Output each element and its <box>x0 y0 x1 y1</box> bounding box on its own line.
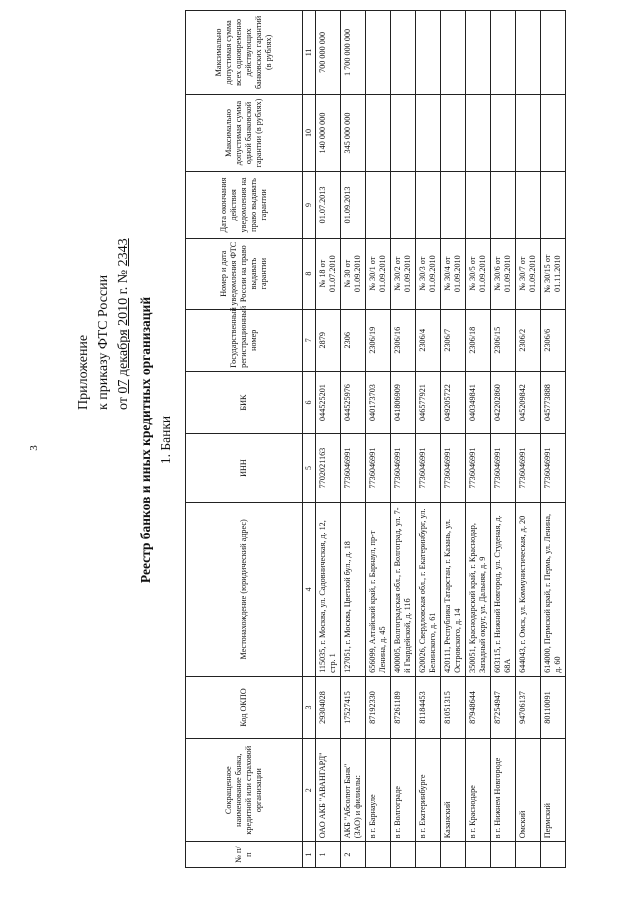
column-number: 3 <box>303 676 316 738</box>
table-cell: 2306/16 <box>391 309 416 371</box>
table-cell: 656099, Алтайский край, г. Барнаул, пр-т Ленина, д. 45 <box>366 502 391 676</box>
table-cell: 041806909 <box>391 371 416 433</box>
table-cell: 400005, Волгоградская обл., г. Волгоград, ул. 7-й Гвардейской, д. 11б <box>391 502 416 676</box>
table-cell <box>466 94 491 171</box>
table-cell: 7736046991 <box>341 434 366 503</box>
table-cell: в г. Волгограде <box>391 739 416 842</box>
column-number-row <box>303 11 316 868</box>
table-cell: 040173703 <box>366 371 391 433</box>
table-cell: 94706137 <box>516 676 541 738</box>
table-cell: 045773888 <box>541 371 566 433</box>
header-row <box>186 11 303 868</box>
table-cell <box>541 842 566 868</box>
appendix-day: 07 <box>116 379 131 394</box>
document-title: Реестр банков и иных кредитных организаций <box>138 296 153 584</box>
table-cell: 01.09.2013 <box>341 172 366 239</box>
table-cell: 81184453 <box>416 676 441 738</box>
banks-registry-table <box>185 10 566 868</box>
header-cell: Государственный регистрационный номер <box>186 309 303 371</box>
table-cell <box>491 172 516 239</box>
table-cell: 7736046991 <box>466 434 491 503</box>
table-cell <box>441 11 466 95</box>
column-number: 7 <box>303 309 316 371</box>
table-cell <box>491 94 516 171</box>
column-number: 10 <box>303 94 316 171</box>
table-cell: 2306/4 <box>416 309 441 371</box>
appendix-year: 2010 <box>116 297 131 326</box>
header-cell: № п/п <box>186 842 303 868</box>
table-cell: 80110091 <box>541 676 566 738</box>
table-cell <box>491 842 516 868</box>
table-cell <box>441 842 466 868</box>
table-cell: 1 <box>316 842 341 868</box>
table-cell: АКБ "Абсолют Банк" (ЗАО) и филиалы: <box>341 739 366 842</box>
table-cell <box>366 172 391 239</box>
table-cell: 042202860 <box>491 371 516 433</box>
table-cell: 620026, Свердловская обл., г. Екатеринбург, ул. Белинского, д. 61 <box>416 502 441 676</box>
table-cell: 420111, Республика Татарстан, г. Казань, ул. Островского, д. 14 <box>441 502 466 676</box>
table-cell: 87254947 <box>491 676 516 738</box>
column-number: 2 <box>303 739 316 842</box>
table-row <box>466 11 491 868</box>
table-cell: 7736046991 <box>391 434 416 503</box>
header-cell: Сокращенное наименование банка, кредитной или страховой организации <box>186 739 303 842</box>
table-cell: 2 <box>341 842 366 868</box>
appendix-line-3 <box>114 90 134 410</box>
column-number: 5 <box>303 434 316 503</box>
table-cell: № 30 от 01.09.2010 <box>341 238 366 309</box>
table-cell: 2306/15 <box>491 309 516 371</box>
table-cell <box>416 11 441 95</box>
table-cell <box>466 172 491 239</box>
table-cell: № 30/3 от 01.09.2010 <box>416 238 441 309</box>
table-cell <box>541 172 566 239</box>
table-cell: в г. Барнауле <box>366 739 391 842</box>
header-cell: Дата окончания действия уведомления на право выдавать гарантии <box>186 172 303 239</box>
table-cell: 7736046991 <box>541 434 566 503</box>
table-cell <box>416 842 441 868</box>
appendix-number-label: г. № <box>116 269 131 295</box>
table-cell <box>416 172 441 239</box>
table-cell: № 30/1 от 01.09.2010 <box>366 238 391 309</box>
table-cell <box>516 172 541 239</box>
table-cell <box>441 94 466 171</box>
section-subtitle: 1. Банки <box>158 415 173 465</box>
table-cell: № 30/2 от 01.09.2010 <box>391 238 416 309</box>
table-cell: 127051, г. Москва, Цветной бул., д. 18 <box>341 502 366 676</box>
table-cell <box>391 172 416 239</box>
table-cell: 2306/6 <box>541 309 566 371</box>
table-cell <box>491 11 516 95</box>
table-cell: в г. Нижнем Новгороде <box>491 739 516 842</box>
table-row <box>391 11 416 868</box>
table-cell: 7736046991 <box>441 434 466 503</box>
header-cell: Код ОКПО <box>186 676 303 738</box>
column-number: 1 <box>303 842 316 868</box>
table-cell: 7736046991 <box>366 434 391 503</box>
table-cell: 046577921 <box>416 371 441 433</box>
table-row <box>366 11 391 868</box>
page-number: 3 <box>28 445 40 451</box>
table-row <box>491 11 516 868</box>
appendix-from: от <box>116 397 131 410</box>
table-cell: Пермский <box>541 739 566 842</box>
table-cell: 2306/2 <box>516 309 541 371</box>
table-body <box>316 11 566 868</box>
table-cell: 044525201 <box>316 371 341 433</box>
table-cell: 644043, г. Омск, ул. Коммунистическая, д. 20 <box>516 502 541 676</box>
table-cell: 140 000 000 <box>316 94 341 171</box>
table-cell: № 30/5 от 01.09.2010 <box>466 238 491 309</box>
appendix-line-1: Приложение <box>76 334 91 410</box>
column-number: 6 <box>303 371 316 433</box>
table-cell: 87192330 <box>366 676 391 738</box>
table-cell: № 30/4 от 01.09.2010 <box>441 238 466 309</box>
table-cell <box>466 11 491 95</box>
table-row <box>341 11 366 868</box>
table-cell: 2306/19 <box>366 309 391 371</box>
table-cell: 345 000 000 <box>341 94 366 171</box>
header-cell: Номер и дата уведомления ФТС России на право выдавать гарантии <box>186 238 303 309</box>
table-cell: Казанский <box>441 739 466 842</box>
table-cell: 044525976 <box>341 371 366 433</box>
table-cell <box>541 94 566 171</box>
table-cell: в г. Екатеринбурге <box>416 739 441 842</box>
table-cell: 2879 <box>316 309 341 371</box>
table-row <box>416 11 441 868</box>
table-cell: 115035, г. Москва, ул. Садовническая, д. 12, стр. 1 <box>316 502 341 676</box>
table-cell <box>516 11 541 95</box>
table-cell: 040349841 <box>466 371 491 433</box>
column-number: 8 <box>303 238 316 309</box>
table-cell: ОАО АКБ "АВАНГАРД" <box>316 739 341 842</box>
table-cell: 350051, Краснодарский край, г. Краснодар, Западный округ, ул. Дальняя, д. 9 <box>466 502 491 676</box>
table-row <box>516 11 541 868</box>
table-cell: 049205722 <box>441 371 466 433</box>
header-cell: Максимально допустимая сумма всех одновременно действующих банковских гарантий (в рублях) <box>186 11 303 95</box>
table-cell: 7736046991 <box>416 434 441 503</box>
table-cell: 2306/18 <box>466 309 491 371</box>
table-cell <box>366 94 391 171</box>
header-cell: Местонахождение (юридический адрес) <box>186 502 303 676</box>
table-cell <box>366 842 391 868</box>
appendix-block <box>74 90 134 410</box>
appendix-order-number: 2343 <box>116 238 131 267</box>
table-cell: № 30/15 от 01.11.2010 <box>541 238 566 309</box>
table-cell: 614000, Пермский край, г. Пермь, ул. Ленина, д. 60 <box>541 502 566 676</box>
table-cell: 87948644 <box>466 676 491 738</box>
table-cell <box>366 11 391 95</box>
table-cell <box>516 94 541 171</box>
table-row <box>441 11 466 868</box>
header-cell: Максимально допустимая сумма одной банковской гарантии (в рублях) <box>186 94 303 171</box>
column-number: 11 <box>303 11 316 95</box>
table-cell: № 30/7 от 01.09.2010 <box>516 238 541 309</box>
table-cell: в г. Краснодаре <box>466 739 491 842</box>
table-cell: 01.07.2013 <box>316 172 341 239</box>
table-cell: 87261189 <box>391 676 416 738</box>
table-cell: 7702021163 <box>316 434 341 503</box>
table-cell: 045209842 <box>516 371 541 433</box>
table-cell <box>516 842 541 868</box>
table-cell: 1 700 000 000 <box>341 11 366 95</box>
table-cell <box>416 94 441 171</box>
header-cell: ИНН <box>186 434 303 503</box>
table-cell: 7736046991 <box>491 434 516 503</box>
table-row <box>541 11 566 868</box>
table-cell <box>391 842 416 868</box>
column-number: 9 <box>303 172 316 239</box>
table-cell: № 18 от 01.07.2010 <box>316 238 341 309</box>
table-cell: 17527415 <box>341 676 366 738</box>
table-cell: № 30/6 от 01.09.2010 <box>491 238 516 309</box>
table-cell: 81051315 <box>441 676 466 738</box>
header-cell: БИК <box>186 371 303 433</box>
table-row <box>316 11 341 868</box>
column-number: 4 <box>303 502 316 676</box>
table-cell: 7736046991 <box>516 434 541 503</box>
table-cell: 700 000 000 <box>316 11 341 95</box>
table-cell <box>391 94 416 171</box>
appendix-line-2: к приказу ФТС России <box>96 274 111 410</box>
table-cell <box>441 172 466 239</box>
table-cell: Омский <box>516 739 541 842</box>
rotated-page <box>40 0 620 880</box>
table-cell: 2306 <box>341 309 366 371</box>
table-cell: 2306/7 <box>441 309 466 371</box>
table-cell: 29304028 <box>316 676 341 738</box>
table-cell: 603115, г. Нижний Новгород, ул. Студеная, д. 68А <box>491 502 516 676</box>
table-cell <box>541 11 566 95</box>
table-cell <box>391 11 416 95</box>
table-cell <box>466 842 491 868</box>
appendix-month: декабря <box>116 329 131 377</box>
